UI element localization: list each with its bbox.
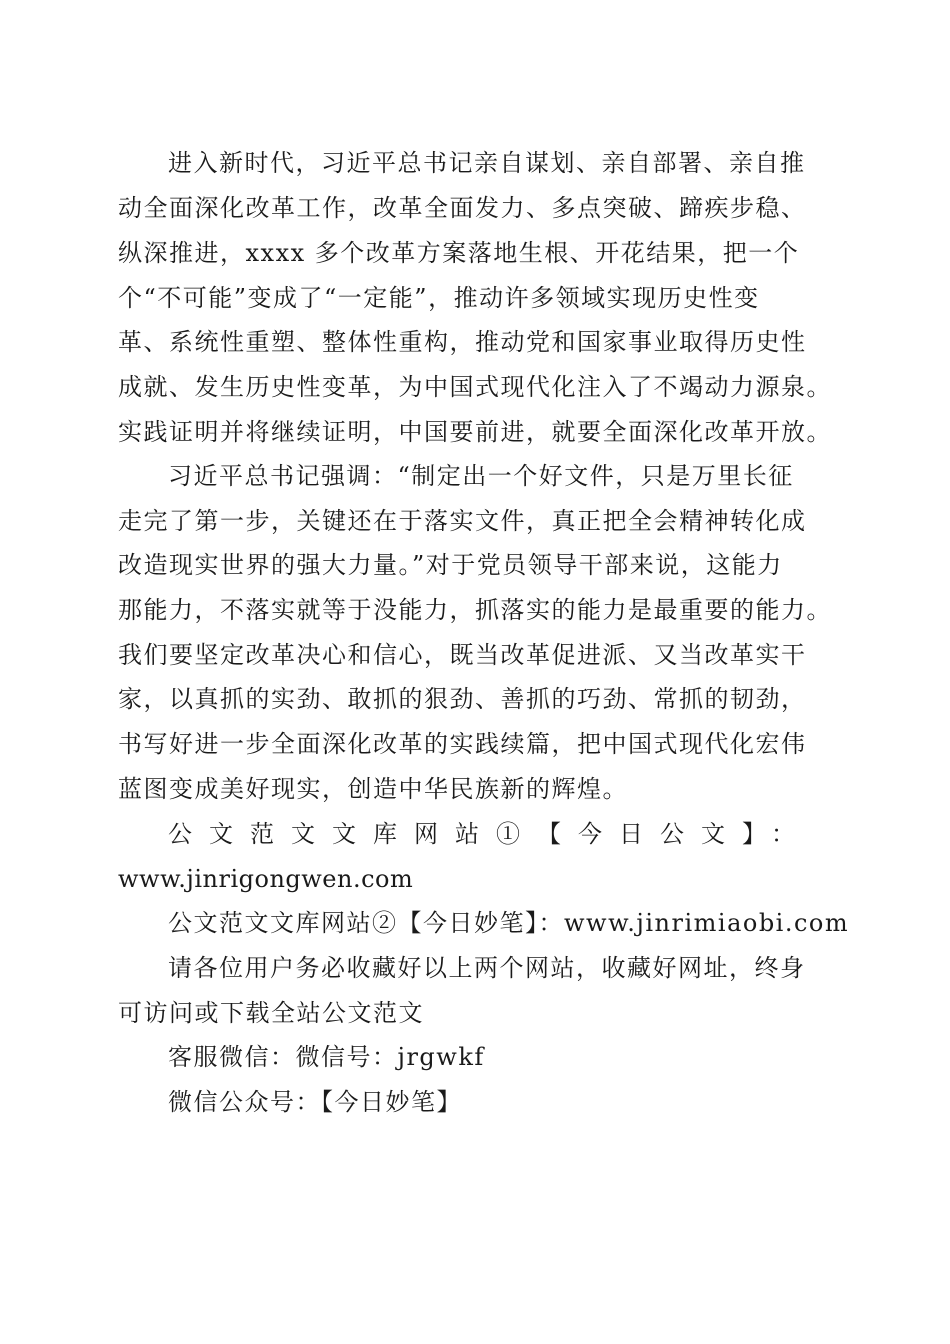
paragraph-2-line-6: 家，以真抓的实劲、敢抓的狠劲、善抓的巧劲、常抓的韧劲， (118, 685, 807, 713)
paragraph-2-line-1: 习近平总书记强调：“制定出一个好文件，只是万里长征 (168, 462, 794, 490)
paragraph-1-line-6: 成就、发生历史性变革，为中国式现代化注入了不竭动力源泉。 (118, 373, 832, 401)
paragraph-2-line-3: 改造现实世界的强大力量。”对于党员领导干部来说，这能力 (118, 551, 783, 579)
notice-line-1: 请各位用户务必收藏好以上两个网站，收藏好网址，终身 (168, 954, 806, 982)
site-1-label: 公文范文文库网站①【今日公文】： (168, 820, 812, 848)
paragraph-1-line-3: 纵深推进，xxxx 多个改革方案落地生根、开花结果，把一个 (118, 239, 800, 267)
paragraph-1-line-5: 革、系统性重塑、整体性重构，推动党和国家事业取得历史性 (118, 328, 807, 356)
paragraph-2-line-7: 书写好进一步全面深化改革的实践续篇，把中国式现代化宏伟 (118, 730, 807, 758)
paragraph-2-line-2: 走完了第一步，关键还在于落实文件，真正把全会精神转化成 (118, 507, 807, 535)
paragraph-2-line-8: 蓝图变成美好现实，创造中华民族新的辉煌。 (118, 775, 628, 803)
site-1-url: www.jinrigongwen.com (118, 865, 414, 893)
paragraph-2-line-4: 那能力，不落实就等于没能力，抓落实的能力是最重要的能力。 (118, 596, 832, 624)
paragraph-2-line-5: 我们要坚定改革决心和信心，既当改革促进派、又当改革实干 (118, 641, 807, 669)
paragraph-1-line-7: 实践证明并将继续证明，中国要前进，就要全面深化改革开放。 (118, 418, 832, 446)
notice-line-2: 可访问或下载全站公文范文 (118, 999, 424, 1027)
site-2-line: 公文范文文库网站②【今日妙笔】：www.jinrimiaobi.com (168, 909, 850, 937)
paragraph-1-line-2: 动全面深化改革工作，改革全面发力、多点突破、蹄疾步稳、 (118, 194, 807, 222)
paragraph-1-line-4: 个“不可能”变成了“一定能”，推动许多领域实现历史性变 (118, 284, 760, 312)
wechat-service: 客服微信：微信号：jrgwkf (168, 1043, 485, 1071)
wechat-public-account: 微信公众号：【今日妙笔】 (168, 1088, 462, 1116)
paragraph-1-line-1: 进入新时代，习近平总书记亲自谋划、亲自部署、亲自推 (168, 149, 806, 177)
